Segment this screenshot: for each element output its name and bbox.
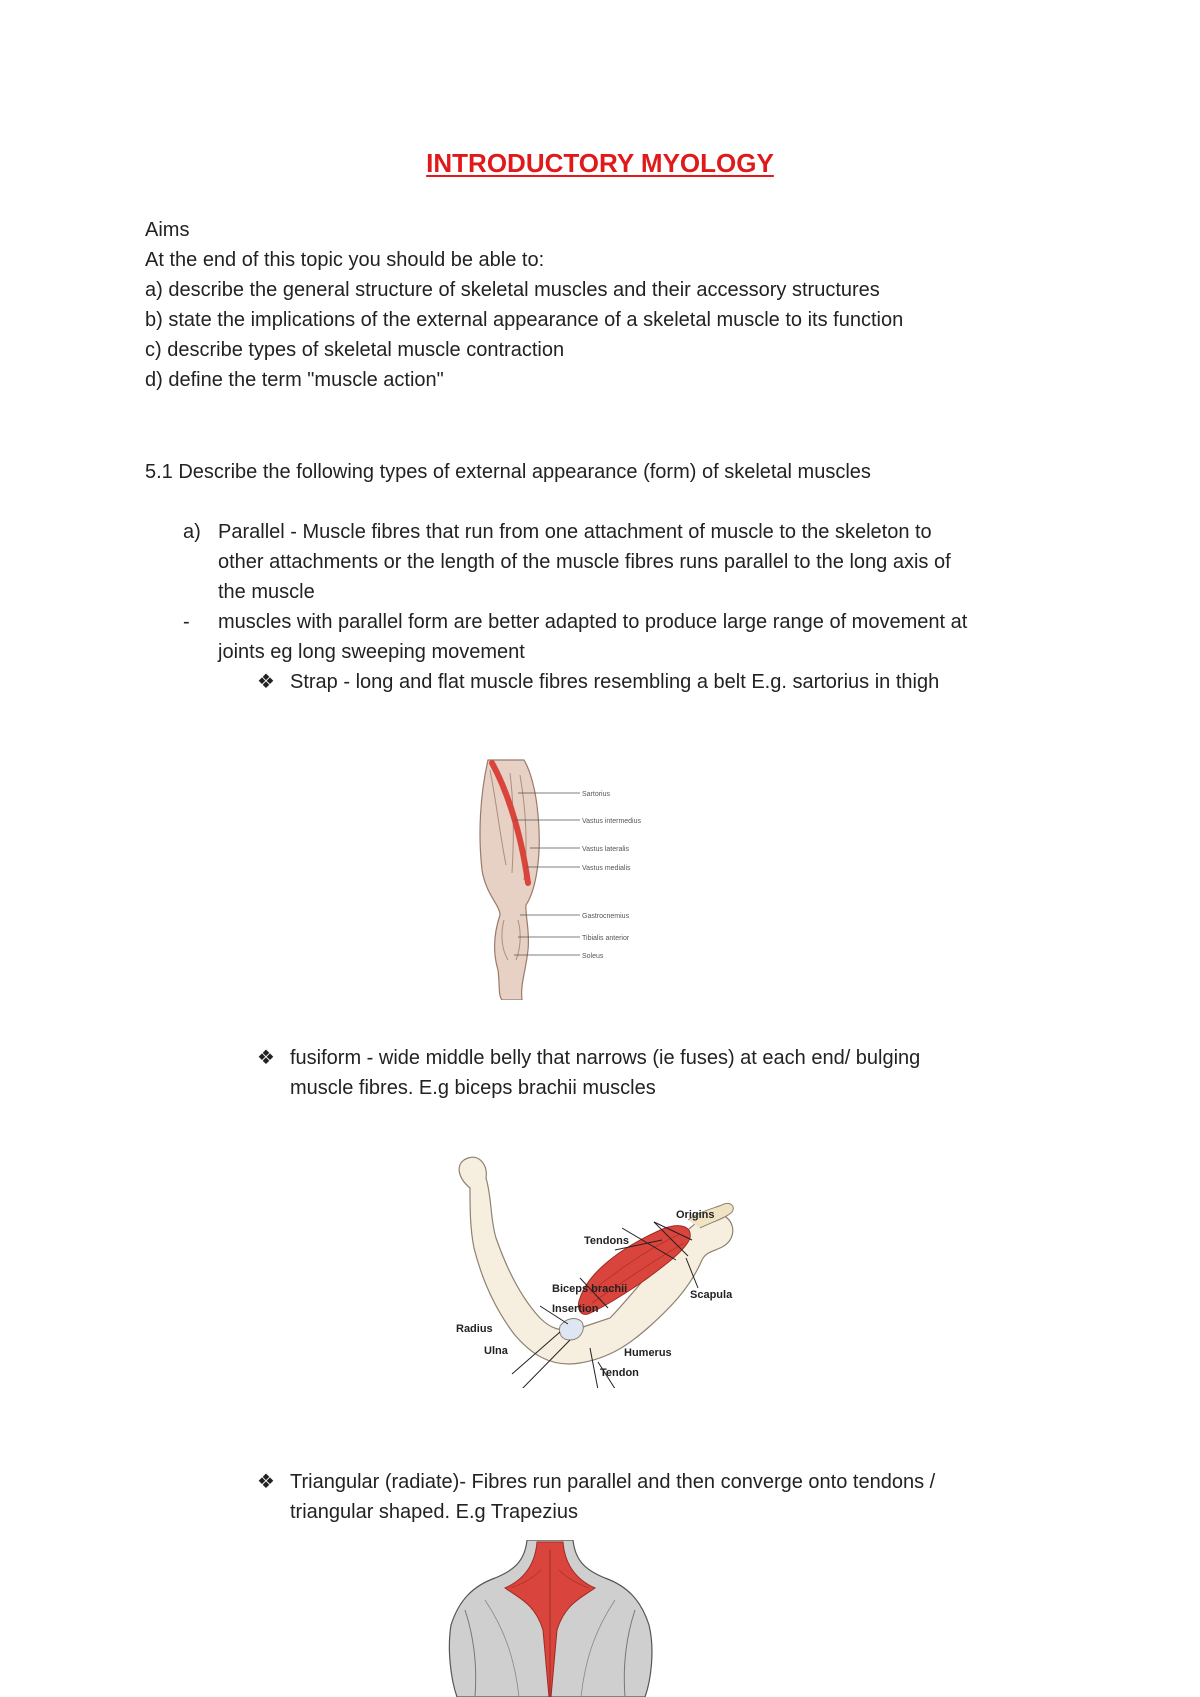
list-marker-a: a): [183, 521, 201, 543]
bullet-diamond-icon: ❖: [257, 1047, 275, 1069]
fusiform-text: muscle fibres. E.g biceps brachii muscles: [290, 1077, 656, 1099]
arm-label-scapula: Scapula: [690, 1289, 733, 1301]
arm-label-biceps: Biceps brachii: [552, 1283, 628, 1295]
aim-item: b) state the implications of the external appearance of a skeletal muscle to its function: [145, 309, 904, 331]
bullet-diamond-icon: ❖: [257, 1471, 275, 1493]
leg-label: Vastus intermedius: [582, 818, 642, 825]
aim-item: a) describe the general structure of skeletal muscles and their accessory structures: [145, 279, 880, 301]
leg-label: Vastus lateralis: [582, 846, 629, 853]
aim-item: c) describe types of skeletal muscle contraction: [145, 339, 565, 361]
leg-label: Tibialis anterior: [582, 935, 630, 942]
triangular-text: triangular shaped. E.g Trapezius: [290, 1501, 578, 1523]
aim-item: d) define the term "muscle action": [145, 369, 444, 391]
arm-label-tendons: Tendons: [584, 1235, 630, 1247]
leg-muscle-figure: [470, 755, 660, 1000]
parallel-note: muscles with parallel form are better adapted to produce large range of movement at: [218, 611, 968, 633]
parallel-text: the muscle: [218, 581, 315, 603]
arm-label-radius: Radius: [456, 1323, 493, 1335]
leg-label: Soleus: [582, 953, 604, 960]
fusiform-text: fusiform - wide middle belly that narrows (ie fuses) at each end/ bulging: [290, 1047, 921, 1069]
aims-intro: At the end of this topic you should be able to:: [145, 249, 545, 271]
page-title: INTRODUCTORY MYOLOGY: [426, 148, 774, 178]
arm-label-insertion: Insertion: [552, 1303, 599, 1315]
leg-label: Sartorius: [582, 791, 611, 798]
parallel-text: Parallel - Muscle fibres that run from one attachment of muscle to the skeleton to: [218, 521, 932, 543]
arm-label-humerus: Humerus: [624, 1347, 672, 1359]
biceps-arm-figure: [440, 1148, 750, 1388]
question-5-1: 5.1 Describe the following types of external appearance (form) of skeletal muscles: [145, 461, 871, 483]
triangular-text: Triangular (radiate)- Fibres run parallel and then converge onto tendons /: [290, 1471, 936, 1493]
bullet-diamond-icon: ❖: [257, 671, 275, 693]
trapezius-back-figure: [445, 1540, 655, 1697]
leg-label: Gastrocnemius: [582, 913, 630, 920]
strap-text: Strap - long and flat muscle fibres resembling a belt E.g. sartorius in thigh: [290, 671, 940, 693]
parallel-text: other attachments or the length of the muscle fibres runs parallel to the long axis of: [218, 551, 951, 573]
parallel-note: joints eg long sweeping movement: [218, 641, 525, 663]
aims-heading: Aims: [145, 219, 190, 241]
leg-label: Vastus medialis: [582, 865, 631, 872]
arm-label-ulna: Ulna: [484, 1345, 508, 1357]
dash-marker: -: [183, 611, 190, 633]
arm-label-tendon: Tendon: [600, 1367, 639, 1379]
arm-label-origins: Origins: [676, 1209, 715, 1221]
